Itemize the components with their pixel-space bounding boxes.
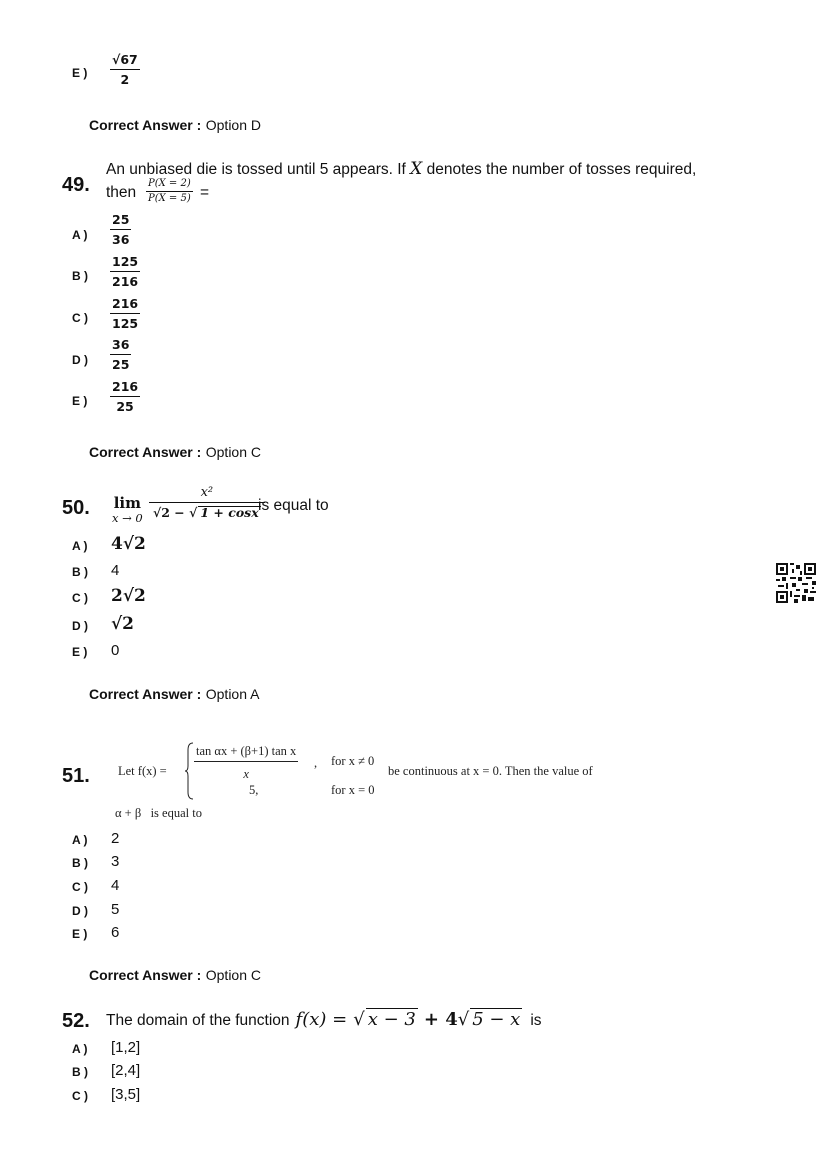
option-e-fraction: $\frac{216}{25}$: [112, 379, 139, 414]
option-e-label: E ): [72, 927, 88, 941]
option-d-label: D ): [72, 619, 88, 633]
option-c-label: C ): [72, 880, 88, 894]
option-d-label: D ): [72, 353, 88, 367]
option-b-label: B ): [72, 856, 88, 870]
correct-answer: Correct Answer : Option C: [89, 444, 261, 460]
question-text-then: then: [106, 184, 137, 201]
option-c-label: C ): [72, 311, 88, 325]
option-a-label: A ): [72, 833, 88, 847]
option-b-label: B ): [72, 565, 88, 579]
option-b-value: 3: [111, 853, 120, 870]
option-a-fraction: $\frac{25}{36}$: [112, 212, 130, 247]
question-text: An unbiased die is tossed until 5 appears. If X denotes the number of tosses required,: [106, 159, 697, 179]
probability-ratio: $\frac{P(X = 2)}{P(X = 5)}$: [148, 178, 191, 204]
option-c-value: [3,5]: [111, 1086, 141, 1103]
option-d-value: √2: [111, 614, 135, 634]
question-suffix: is equal to: [258, 497, 329, 514]
limit-operator: lim x → 0: [112, 494, 143, 525]
option-a-value: 2: [111, 830, 120, 847]
question-number: 50.: [62, 497, 90, 519]
option-a-value: 4√2: [111, 534, 146, 554]
case-2-condition: for x = 0: [331, 783, 375, 797]
option-b-value: 4: [111, 562, 120, 579]
option-c-label: C ): [72, 591, 88, 605]
qr-code-icon: [776, 563, 816, 603]
option-b-value: [2,4]: [111, 1062, 141, 1079]
left-brace-icon: [184, 742, 194, 800]
option-e-label: E ): [72, 394, 88, 408]
option-a-value: [1,2]: [111, 1039, 141, 1056]
case-1-comma: ,: [314, 756, 318, 770]
option-c-fraction: $\frac{216}{125}$: [112, 296, 139, 331]
option-c-value: 2√2: [111, 586, 146, 606]
question-number: 49.: [62, 174, 90, 196]
case-1-fraction: tan αx + (β+1) tan x x: [196, 744, 297, 781]
equals-sign: =: [200, 184, 210, 201]
limit-fraction: x² √2 − √ 1 + cosx: [153, 486, 261, 520]
question-continuation: be continuous at x = 0. Then the value of: [388, 764, 593, 778]
question-line-2: α + β is equal to: [115, 806, 202, 820]
option-e-label: E ): [72, 66, 88, 80]
option-e-label: E ): [72, 645, 88, 659]
option-a-label: A ): [72, 1042, 88, 1056]
option-d-label: D ): [72, 904, 88, 918]
case-1-condition: for x ≠ 0: [331, 754, 375, 768]
option-e-value: 6: [111, 924, 120, 941]
option-d-fraction: $\frac{36}{25}$: [112, 337, 130, 372]
option-e-fraction: $\frac{√67}{2}$: [112, 52, 138, 87]
question-number: 51.: [62, 765, 90, 787]
function-definition-label: Let f(x) =: [118, 764, 167, 778]
option-c-label: C ): [72, 1089, 88, 1103]
option-a-label: A ): [72, 228, 88, 242]
case-2-value: 5,: [249, 783, 259, 797]
correct-answer: Correct Answer : Option D: [89, 117, 261, 133]
question-number: 52.: [62, 1010, 90, 1032]
correct-answer: Correct Answer : Option C: [89, 967, 261, 983]
option-a-label: A ): [72, 539, 88, 553]
option-c-value: 4: [111, 877, 120, 894]
option-d-value: 5: [111, 901, 120, 918]
question-text: The domain of the function f(x) = √ x − 3 + 4 √ 5 − x is: [106, 1009, 542, 1030]
option-e-value: 0: [111, 642, 120, 659]
option-b-label: B ): [72, 269, 88, 283]
correct-answer: Correct Answer : Option A: [89, 686, 260, 702]
option-b-fraction: $\frac{125}{216}$: [112, 254, 139, 289]
option-b-label: B ): [72, 1065, 88, 1079]
